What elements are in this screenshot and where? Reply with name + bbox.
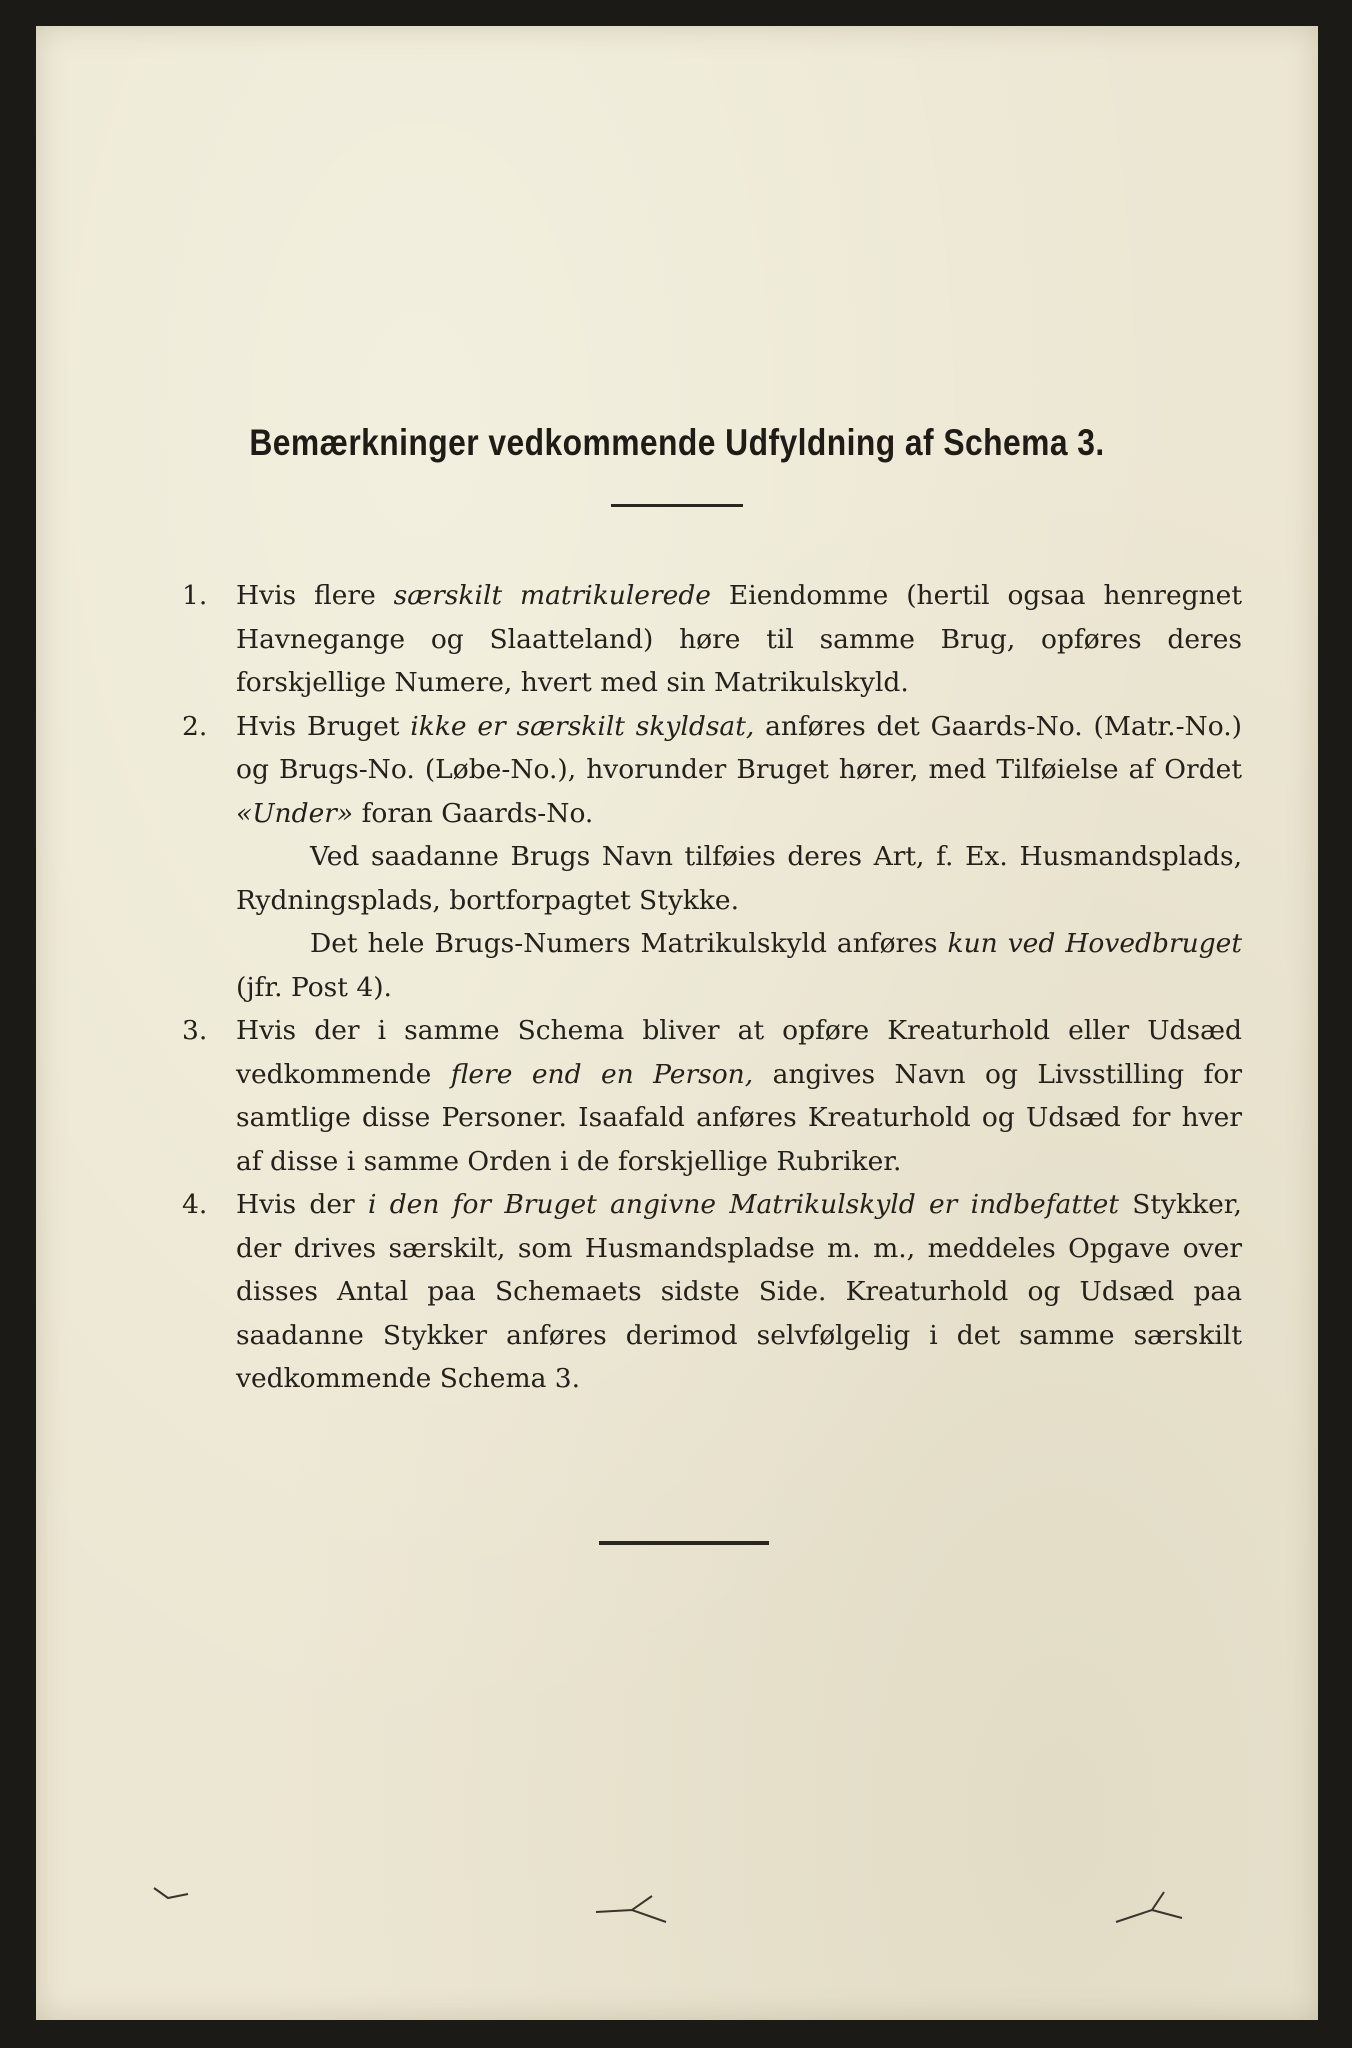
remark-text-segment: Stykker, der drives særskilt, som Husmandspladse m. m., meddeles Opgave over disses Antal paa Schemaets sidste Side. Kreaturhold og Udsæd paa saadanne Stykker anføres derimod selvfølgelig i det samme særskilt vedkommende Schema 3. [236,1189,1242,1394]
remark-text-segment: (jfr. Post 4). [236,971,392,1003]
remark-text-segment: angives Navn og Livsstilling for samtlige disse Personer. Isaafald anføres Kreaturhold og Udsæd for hver af disse i samme Orden i de forskjellige Rubriker. [236,1058,1242,1177]
emphasized-text: i den for Bruget angivne Matrikulskyld er indbefattet [367,1189,1119,1220]
remark-number: 1. [182,580,208,611]
remark-text-segment: Eiendomme (hertil ogsaa henregnet Havnegange og Slaatteland) høre til samme Brug, opføres deres forskjellige Numere, hvert med sin Matrikulskyld. [236,580,1242,698]
remark-item [182,922,1242,1009]
remark-text-segment: foran Gaards-No. [353,797,594,829]
remark-item [182,705,1242,836]
remark-text [236,1183,1242,1401]
remark-text-segment: Ved saadanne Brugs Navn tilføies deres Art, f. Ex. Husmandsplads, Rydningsplads, bortforpagtet Stykke. [236,841,1242,916]
remark-text [236,1009,1242,1183]
remark-text-segment: Hvis Bruget [236,710,411,742]
remark-item [182,835,1242,922]
remark-text-segment: anføres det Gaards-No. (Matr.-No.) og Brugs-No. (Løbe-No.), hvorunder Bruget hører, med Tilføielse af Ordet [236,710,1242,785]
emphasized-text: ikke er særskilt skyldsat, [410,710,755,742]
remark-text-segment: Hvis der [236,1189,368,1220]
remark-number: 3. [182,1015,208,1046]
remark-text [236,574,1242,705]
corner-mark-right [1116,1892,1182,1922]
document-page [36,26,1318,2020]
emphasized-text: flere end en Person, [450,1058,754,1090]
remark-item [182,1009,1242,1183]
remark-text [236,835,1242,922]
remark-text-segment: Det hele Brugs-Numers Matrikulskyld anføres [310,928,948,959]
corner-mark-left [154,1888,188,1898]
remark-item [182,574,1242,705]
remark-text-segment: Hvis der i samme Schema bliver at opføre Kreaturhold eller Udsæd vedkommende [236,1015,1242,1090]
remark-text [236,922,1242,1009]
remark-number: 2. [182,710,208,742]
remark-item [182,1183,1242,1401]
remark-text [236,705,1242,836]
emphasized-text: kun ved Hovedbruget [947,928,1242,959]
remark-number: 4. [182,1189,208,1220]
remark-text-segment: Hvis flere [236,580,394,611]
emphasized-text: «Under» [236,797,354,829]
emphasized-text: særskilt matrikulerede [393,580,711,611]
remarks-list [182,574,1242,1401]
document-heading: Bemærkninger vedkommende Udfyldning af Schema 3. [249,422,1105,463]
closing-divider [599,1541,769,1545]
heading-divider [611,504,743,507]
corner-mark-center [596,1896,666,1922]
